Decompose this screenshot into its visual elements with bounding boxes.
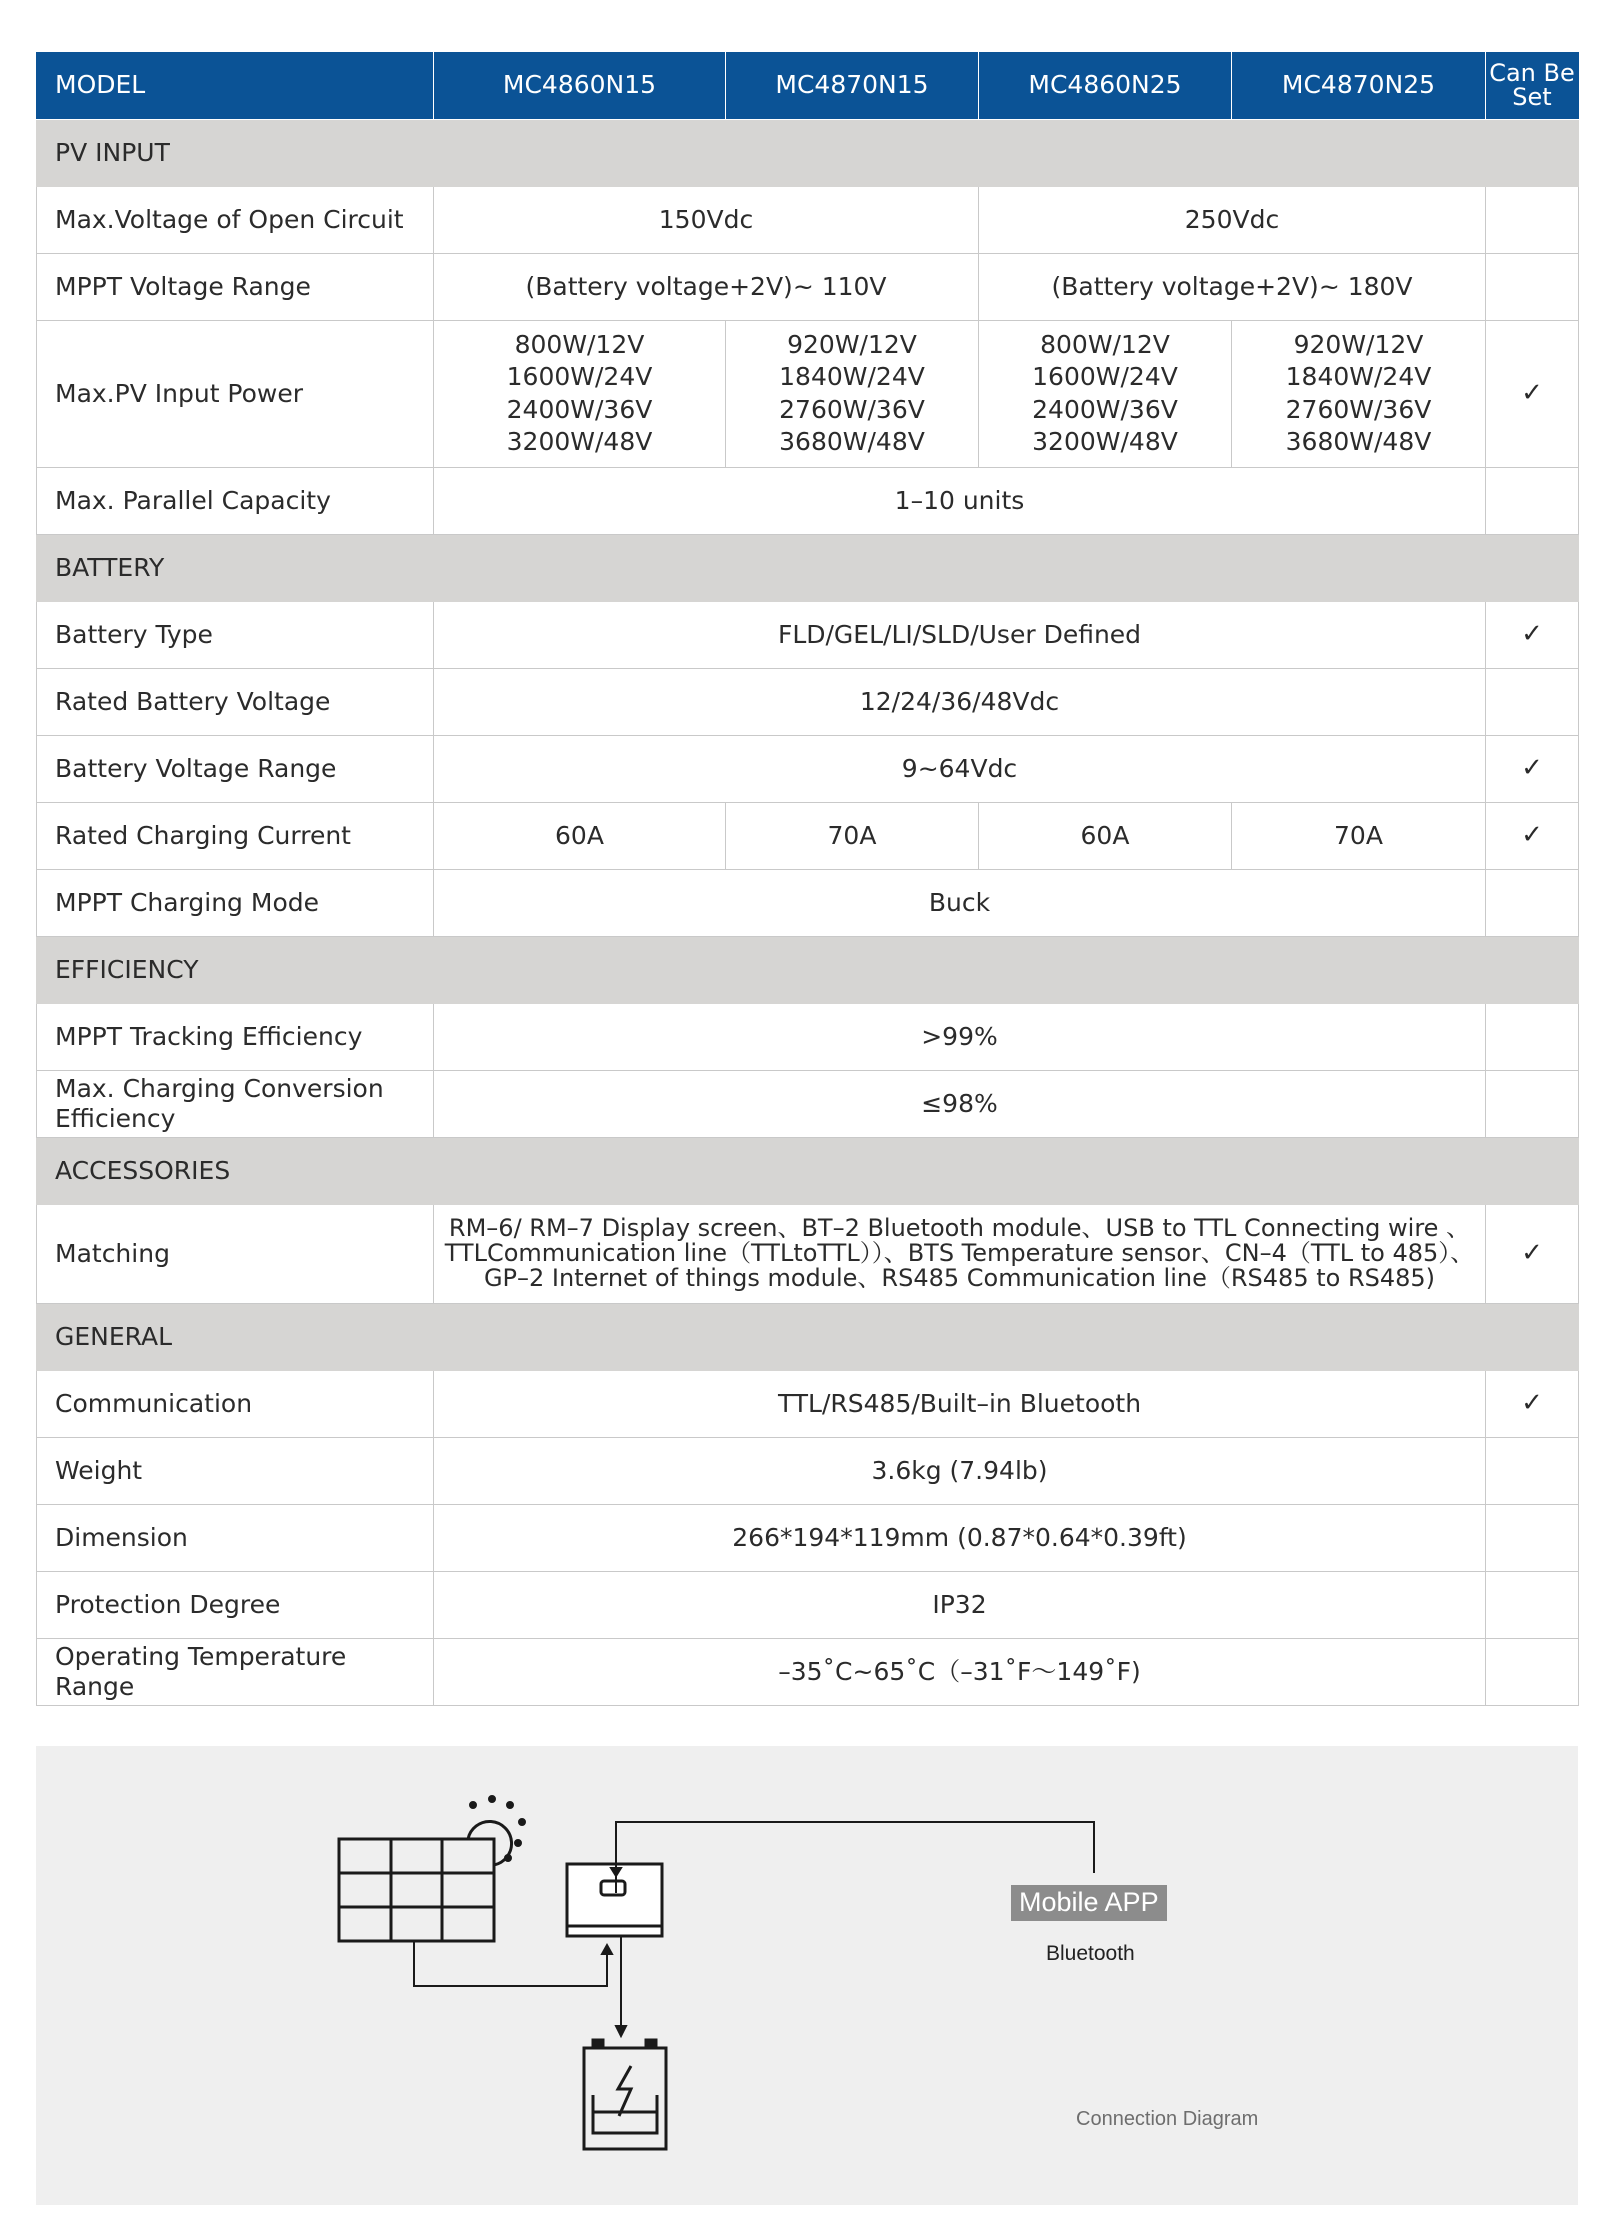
cell-value: 250Vdc <box>979 186 1486 253</box>
diagram-caption: Connection Diagram <box>1076 2108 1259 2130</box>
row-label: Max.Voltage of Open Circuit <box>37 186 434 253</box>
table-row <box>37 1370 1579 1437</box>
section-title: ACCESSORIES <box>37 1137 1579 1204</box>
table-row <box>37 253 1579 320</box>
check-cell <box>1486 467 1579 534</box>
check-cell <box>1486 186 1579 253</box>
table-row <box>37 668 1579 735</box>
row-label: Matching <box>37 1204 434 1303</box>
bluetooth-label: Bluetooth <box>1046 1942 1135 1965</box>
power-line: 2760W/36V <box>779 394 925 424</box>
check-mark-icon: ✓ <box>1486 735 1579 802</box>
power-line: 3200W/48V <box>1032 427 1178 456</box>
model-column-header: MC4870N15 <box>726 52 979 119</box>
power-line: 2760W/36V <box>1285 394 1432 424</box>
table-row <box>37 467 1579 534</box>
cell-value: >99% <box>434 1003 1486 1070</box>
model-column-header: MC4870N25 <box>1232 52 1486 119</box>
row-label: MPPT Charging Mode <box>37 869 434 936</box>
section-title: GENERAL <box>37 1303 1579 1370</box>
power-line: 800W/12V <box>1040 329 1170 359</box>
solar-panel-icon <box>339 1839 494 1941</box>
cell-value: RM–6/ RM–7 Display screen、BT–2 Bluetooth module、USB to TTL Connecting wire 、TTLCommunication line（TTLtoTTL））、BTS Temperature sensor、CN–4（TTL to 485）、GP–2 Internet of things module、RS485 Communication line（RS485 to RS485) <box>434 1204 1486 1303</box>
cell-value <box>1232 320 1486 467</box>
power-line: 3680W/48V <box>779 427 925 456</box>
spec-table <box>36 52 1579 1706</box>
table-row <box>37 1638 1579 1705</box>
check-cell <box>1486 1638 1579 1705</box>
row-label: Protection Degree <box>37 1571 434 1638</box>
row-label: Rated Battery Voltage <box>37 668 434 735</box>
section-title: PV INPUT <box>37 119 1579 186</box>
cell-value: 70A <box>1232 802 1486 869</box>
cell-value: 3.6kg (7.94lb) <box>434 1437 1486 1504</box>
mobile-app-label: Mobile APP <box>1011 1885 1167 1921</box>
cell-value: Buck <box>434 869 1486 936</box>
table-row <box>37 320 1579 467</box>
model-column-header: MC4860N15 <box>434 52 726 119</box>
section-title: EFFICIENCY <box>37 936 1579 1003</box>
row-label: Max. Parallel Capacity <box>37 467 434 534</box>
row-label: Max. Charging Conversion Efficiency <box>37 1070 434 1137</box>
cell-value: (Battery voltage+2V)~ 110V <box>434 253 979 320</box>
cell-value <box>726 320 979 467</box>
power-line: 800W/12V <box>514 329 645 359</box>
check-cell <box>1486 1070 1579 1137</box>
row-label: Weight <box>37 1437 434 1504</box>
row-label: MPPT Tracking Efficiency <box>37 1003 434 1070</box>
battery-icon <box>584 2040 666 2149</box>
check-cell <box>1486 869 1579 936</box>
wiring-lines <box>414 1822 1094 2036</box>
check-cell <box>1486 1437 1579 1504</box>
cell-value: 266*194*119mm (0.87*0.64*0.39ft) <box>434 1504 1486 1571</box>
section-row <box>37 119 1579 186</box>
table-row <box>37 1204 1579 1303</box>
row-label: Rated Charging Current <box>37 802 434 869</box>
header-row <box>37 52 1579 119</box>
table-row <box>37 869 1579 936</box>
power-line: 3200W/48V <box>506 427 653 456</box>
table-row <box>37 1571 1579 1638</box>
section-row <box>37 534 1579 601</box>
can-be-set-header: Can Be Set <box>1486 52 1579 119</box>
check-mark-icon: ✓ <box>1486 320 1579 467</box>
row-label: Battery Voltage Range <box>37 735 434 802</box>
table-row <box>37 1437 1579 1504</box>
diagram-drawing <box>36 1746 1578 2205</box>
cell-value <box>979 320 1232 467</box>
check-mark-icon: ✓ <box>1486 1204 1579 1303</box>
cell-value: 150Vdc <box>434 186 979 253</box>
row-label: MPPT Voltage Range <box>37 253 434 320</box>
table-row <box>37 1003 1579 1070</box>
section-row <box>37 1303 1579 1370</box>
model-column-header: MC4860N25 <box>979 52 1232 119</box>
model-header: MODEL <box>37 52 434 119</box>
sun-icon <box>468 1797 525 1866</box>
cell-value: 60A <box>434 802 726 869</box>
cell-value: 70A <box>726 802 979 869</box>
check-cell <box>1486 1571 1579 1638</box>
row-label: Battery Type <box>37 601 434 668</box>
power-line: 1600W/24V <box>1032 362 1178 391</box>
row-label: Dimension <box>37 1504 434 1571</box>
check-cell <box>1486 668 1579 735</box>
check-cell <box>1486 1003 1579 1070</box>
power-line: 2400W/36V <box>506 394 653 424</box>
table-row <box>37 1070 1579 1137</box>
power-line: 920W/12V <box>787 329 917 359</box>
cell-value: IP32 <box>434 1571 1486 1638</box>
row-label: Communication <box>37 1370 434 1437</box>
check-mark-icon: ✓ <box>1486 601 1579 668</box>
row-label: Max.PV Input Power <box>37 320 434 467</box>
power-line: 920W/12V <box>1293 329 1424 359</box>
cell-value: TTL/RS485/Built–in Bluetooth <box>434 1370 1486 1437</box>
connection-diagram <box>36 1746 1578 2205</box>
section-title: BATTERY <box>37 534 1579 601</box>
power-line: 3680W/48V <box>1285 427 1432 456</box>
row-label: Operating Temperature Range <box>37 1638 434 1705</box>
power-line: 1600W/24V <box>506 362 653 391</box>
check-mark-icon: ✓ <box>1486 802 1579 869</box>
power-line: 1840W/24V <box>1285 362 1432 391</box>
cell-value: ≤98% <box>434 1070 1486 1137</box>
cell-value <box>434 320 726 467</box>
cell-value: FLD/GEL/LI/SLD/User Defined <box>434 601 1486 668</box>
cell-value: 1–10 units <box>434 467 1486 534</box>
cell-value: 12/24/36/48Vdc <box>434 668 1486 735</box>
power-line: 2400W/36V <box>1032 394 1178 424</box>
table-row <box>37 802 1579 869</box>
cell-value: 9~64Vdc <box>434 735 1486 802</box>
cell-value: (Battery voltage+2V)~ 180V <box>979 253 1486 320</box>
section-row <box>37 936 1579 1003</box>
check-mark-icon: ✓ <box>1486 1370 1579 1437</box>
table-row <box>37 1504 1579 1571</box>
check-cell <box>1486 253 1579 320</box>
power-line: 1840W/24V <box>779 362 925 391</box>
table-row <box>37 735 1579 802</box>
table-row <box>37 601 1579 668</box>
cell-value: –35˚C~65˚C（–31˚F～149˚F) <box>434 1638 1486 1705</box>
section-row <box>37 1137 1579 1204</box>
check-cell <box>1486 1504 1579 1571</box>
cell-value: 60A <box>979 802 1232 869</box>
table-row <box>37 186 1579 253</box>
